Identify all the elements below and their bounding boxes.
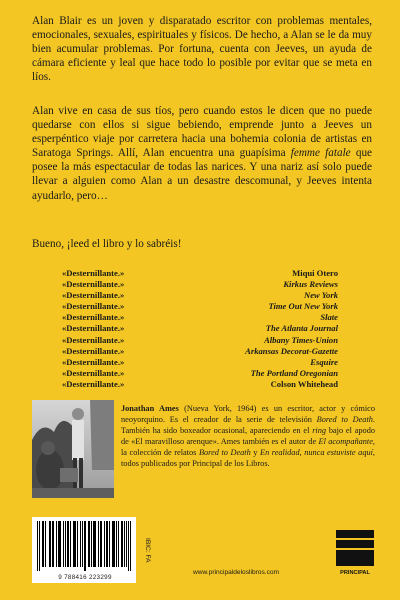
publisher-logo: [336, 530, 374, 576]
author-photo: [32, 400, 114, 498]
barcode-bar: [80, 521, 81, 567]
isbn-number: 9 788416 223299: [58, 574, 112, 581]
barcode-bar: [68, 521, 69, 567]
review-quote-row: [62, 301, 338, 312]
bio-title: El acompañante: [318, 437, 373, 447]
barcode-bars: [37, 521, 131, 571]
barcode-bar: [52, 521, 53, 567]
barcode-bar: [65, 521, 66, 567]
review-quote-source: Time Out New York: [268, 301, 338, 312]
review-quote-source: The Atlanta Journal: [265, 323, 338, 334]
review-quote-text: «Desternillante.»: [62, 290, 125, 301]
review-quote-text: «Desternillante.»: [62, 301, 125, 312]
barcode-bar: [98, 521, 99, 567]
review-quote-text: «Desternillante.»: [62, 356, 125, 367]
logo-stripe: [336, 550, 374, 566]
synopsis-closing-line: Bueno, ¡leed el libro y lo sabréis!: [32, 238, 182, 250]
review-quote-text: «Desternillante.»: [62, 312, 125, 323]
review-quotes-list: [62, 268, 338, 390]
ibic-code: IBIC: FA: [144, 537, 151, 563]
review-quote-text: «Desternillante.»: [62, 279, 125, 290]
bio-title: En realidad, nunca estuviste aquí: [260, 448, 373, 458]
synopsis-paragraph-2: [32, 104, 372, 203]
bio-text: bajo el apodo de «El maravilloso arenque». Ames también es el autor de: [121, 426, 375, 447]
barcode-bar: [70, 521, 71, 567]
bio-text: , la colección de relatos: [121, 437, 375, 458]
barcode-bar: [121, 521, 122, 567]
review-quote-row: [62, 379, 338, 390]
barcode-bar: [126, 521, 127, 567]
review-quote-source: Arkansas Decorat-Gazette: [245, 345, 338, 356]
review-quote-row: [62, 335, 338, 346]
barcode-bar: [107, 521, 108, 567]
barcode-bar: [63, 521, 64, 567]
barcode-bar: [94, 521, 95, 567]
author-name: Jonathan Ames: [121, 404, 179, 413]
barcode-bar: [104, 521, 105, 567]
isbn-barcode: [32, 517, 136, 583]
review-quote-source: The Portland Oregonian: [250, 367, 338, 378]
barcode-bar: [59, 521, 60, 567]
barcode-bar: [45, 521, 46, 567]
bio-text: (Nueva York, 1964) es un escritor, actor y cómico neoyorquino. Es el creador de la serie de televisión: [121, 404, 375, 425]
barcode-bar: [75, 521, 76, 567]
publisher-name: PRINCIPAL: [340, 570, 370, 576]
bio-text: , todos publicados por Principal de los Libros.: [121, 448, 375, 469]
synopsis-text-a: Alan vive en casa de sus tíos, pero cuando estos le dicen que no puede quedarse con ellos si sigue bebiendo, emprende junto a Jeeves un esperpéntico viaje por carretera hacia una bohemia colonia de artistas en Saratoga Springs. Allí, Alan encuentra una guapísima: [32, 105, 372, 160]
bio-text: y: [250, 448, 261, 458]
review-quote-text: «Desternillante.»: [62, 378, 125, 389]
review-quote-source: Esquire: [310, 356, 338, 367]
barcode-bar: [122, 521, 123, 567]
synopsis-emphasis: femme fatale: [290, 147, 351, 160]
bio-title: ring: [312, 426, 327, 436]
logo-stripe: [336, 540, 374, 548]
review-quote-row: [62, 290, 338, 301]
bio-title: Bored to Death: [198, 448, 251, 458]
review-quote-row: [62, 279, 338, 290]
barcode-bar: [58, 521, 59, 567]
barcode-bar: [113, 521, 114, 567]
barcode-bar: [85, 521, 86, 571]
barcode-bar: [82, 521, 83, 567]
review-quote-row: [62, 323, 338, 334]
barcode-bar: [49, 521, 50, 567]
publisher-website: www.principaldeloslibros.com: [192, 569, 280, 576]
bio-title: Bored to Death: [316, 415, 373, 425]
barcode-bar: [100, 521, 101, 567]
logo-stripe: [336, 530, 374, 538]
barcode-bar: [124, 521, 125, 567]
barcode-bar: [84, 521, 85, 571]
barcode-bar: [112, 521, 113, 567]
review-quote-row: [62, 312, 338, 323]
review-quote-source: Miqui Otero: [292, 268, 338, 278]
barcode-bar: [74, 521, 75, 567]
barcode-bar: [116, 521, 117, 567]
review-quote-source: Kirkus Reviews: [283, 279, 338, 290]
review-quote-row: [62, 346, 338, 357]
review-quote-text: «Desternillante.»: [62, 345, 125, 356]
barcode-bar: [89, 521, 90, 567]
barcode-bar: [42, 521, 43, 567]
barcode-bar: [60, 521, 61, 567]
bio-text: . También ha sido boxeador ocasional, apareciendo en el: [121, 415, 375, 436]
barcode-bar: [50, 521, 51, 567]
barcode-bar: [118, 521, 119, 567]
barcode-bar: [43, 521, 44, 567]
barcode-bar: [39, 521, 40, 571]
review-quote-source: Albany Times-Union: [264, 334, 338, 345]
barcode-bar: [109, 521, 110, 567]
synopsis-paragraph-1: Alan Blair es un joven y disparatado escritor con problemas mentales, emocionales, sexuales, espirituales y físicos. De hecho, a Alan se le da muy bien acumular problemas. Por fortuna, cuenta con Jeeves, un ayuda de cámara eficiente y leal que hace todo lo posible por evitar que se meta en líos.: [32, 15, 372, 84]
barcode-bar: [95, 521, 96, 567]
review-quote-text: «Desternillante.»: [62, 367, 125, 378]
barcode-bar: [37, 521, 38, 571]
barcode-bar: [91, 521, 92, 567]
barcode-bar: [53, 521, 54, 567]
barcode-bar: [67, 521, 68, 567]
review-quote-source: New York: [304, 290, 338, 301]
review-quote-text: «Desternillante.»: [62, 268, 125, 278]
author-bio: [121, 403, 375, 470]
barcode-bar: [88, 521, 89, 567]
barcode-bar: [130, 521, 131, 571]
review-quote-row: [62, 357, 338, 368]
barcode-bar: [77, 521, 78, 567]
review-quote-text: «Desternillante.»: [62, 323, 125, 334]
review-quote-source: Colson Whitehead: [270, 378, 338, 389]
synopsis-text-b: que posee la más espectacular de todas las narices. Y una nariz así solo puede llevar a alguien como Alan a un desastre descomunal, y Jeeves intenta ayudarlo, pero…: [32, 147, 372, 202]
barcode-bar: [73, 521, 74, 567]
author-photo-image: [32, 400, 114, 498]
barcode-bar: [101, 521, 102, 567]
review-quote-source: Slate: [320, 312, 338, 323]
review-quote-text: «Desternillante.»: [62, 334, 125, 345]
review-quote-row: [62, 268, 338, 279]
barcode-bar: [114, 521, 115, 567]
barcode-bar: [128, 521, 129, 571]
review-quote-row: [62, 368, 338, 379]
barcode-bar: [93, 521, 94, 567]
barcode-bar: [56, 521, 57, 567]
barcode-bar: [106, 521, 107, 567]
